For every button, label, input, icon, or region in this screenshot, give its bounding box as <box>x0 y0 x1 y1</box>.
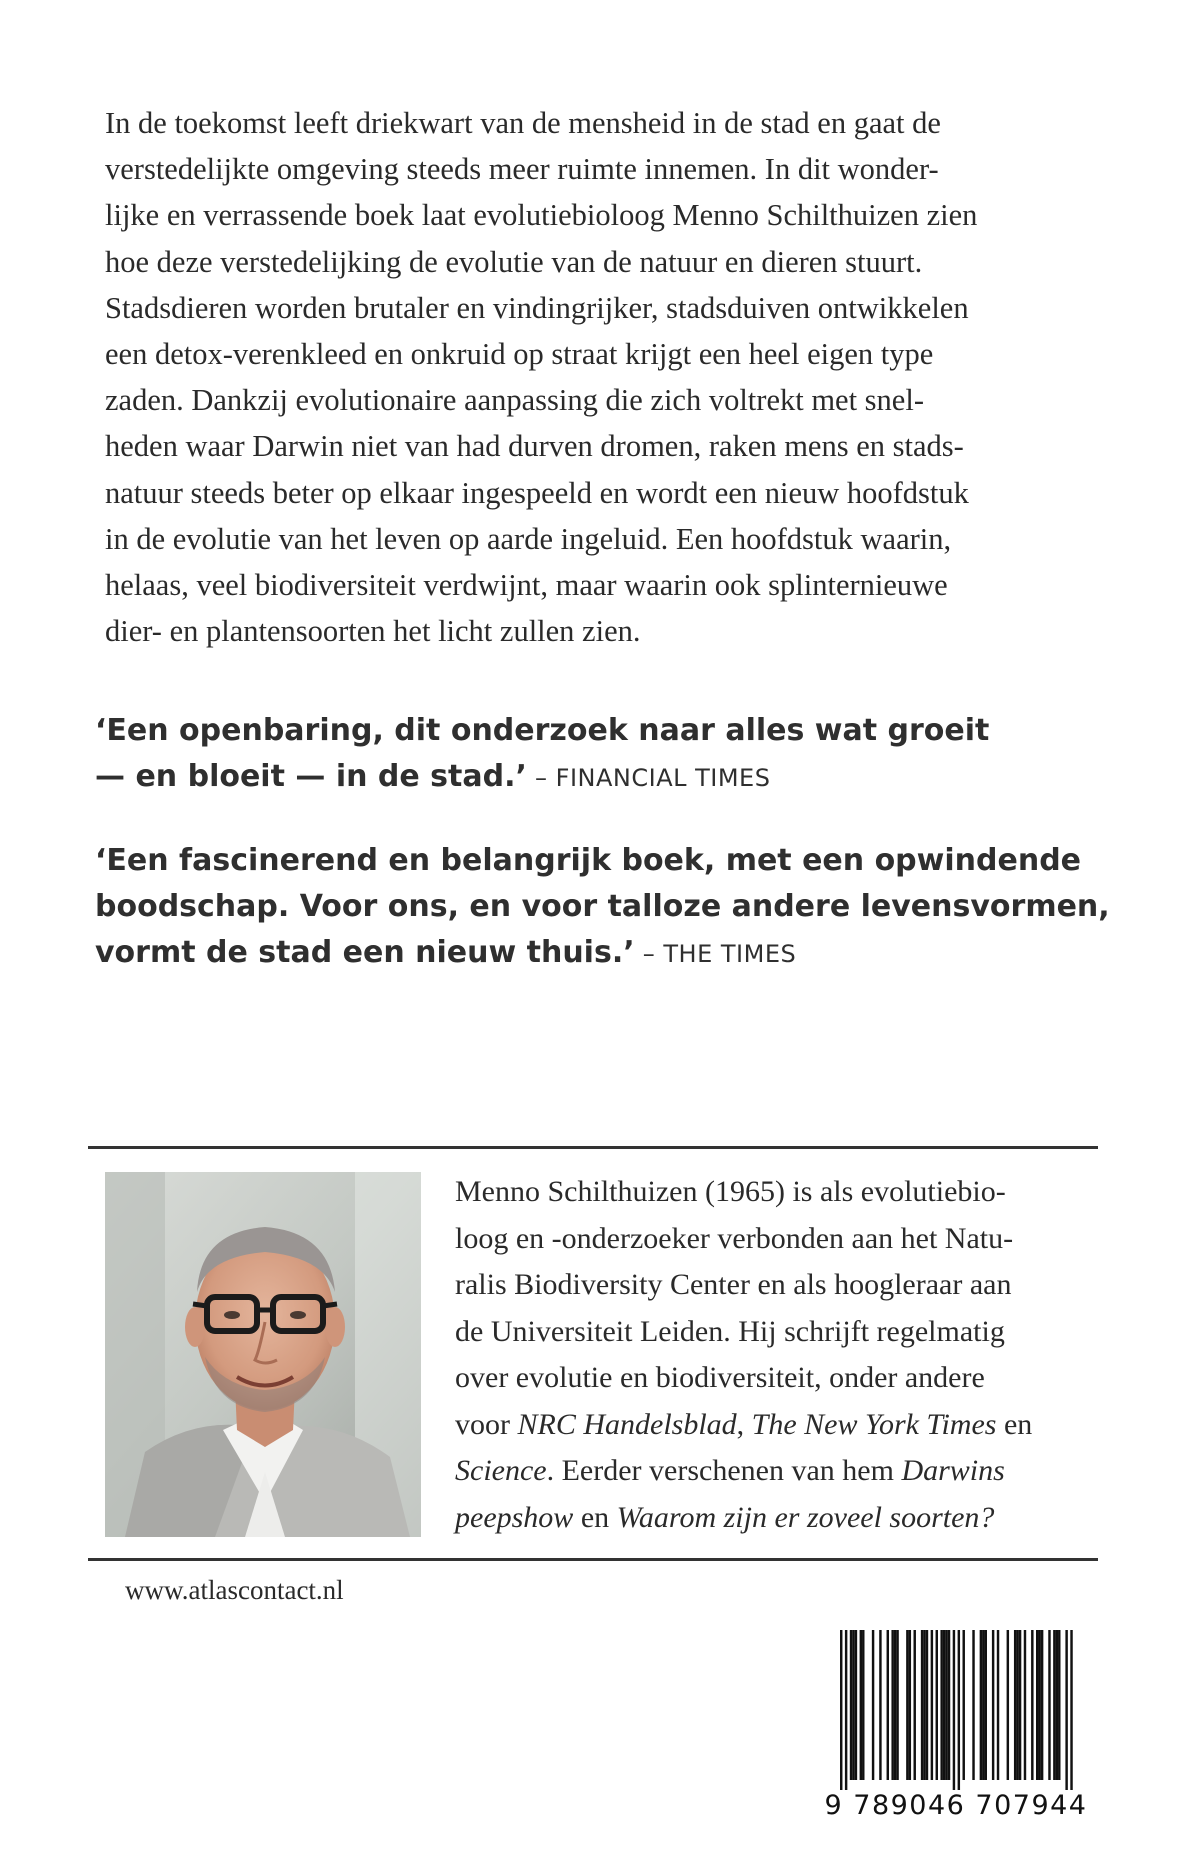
description-line: verstedelijkte omgeving steeds meer ruimte innemen. In dit wonder- <box>105 152 939 187</box>
barcode-bar <box>1016 1630 1018 1780</box>
divider-bottom <box>88 1558 1098 1561</box>
publisher-website[interactable]: www.atlascontact.nl <box>125 1575 344 1605</box>
barcode-bar <box>1007 1630 1009 1780</box>
barcode-bar <box>850 1630 852 1780</box>
isbn-digits: 9 789046 707944 <box>822 1790 1090 1821</box>
barcode-bar <box>1024 1630 1026 1780</box>
barcode-bar <box>997 1630 999 1780</box>
quote-text: vormt de stad een nieuw thuis.’ <box>95 935 635 970</box>
barcode-bar <box>1014 1630 1016 1780</box>
barcode-bar <box>963 1630 965 1780</box>
barcode-bar <box>1065 1630 1067 1790</box>
barcode-bar <box>914 1630 916 1780</box>
bio-text: voor <box>455 1407 518 1441</box>
barcode-bar <box>972 1630 974 1780</box>
barcode-bar <box>1053 1630 1055 1780</box>
barcode-bar <box>982 1630 984 1780</box>
barcode-bars <box>822 1630 1090 1790</box>
bio-text: . Eerder verschenen van hem <box>546 1454 902 1487</box>
book-title: peepshow <box>455 1500 574 1534</box>
barcode-bar <box>845 1630 847 1790</box>
barcode-bar <box>921 1630 923 1780</box>
publication-title: The New York Times <box>751 1407 997 1441</box>
description-line: Stadsdieren worden brutaler en vindingrijker, stadsduiven ontwikkelen <box>105 290 969 325</box>
quote-line <box>95 754 989 801</box>
barcode-bar <box>980 1630 982 1780</box>
book-title: Darwins <box>901 1454 1005 1487</box>
isbn-barcode <box>822 1630 1090 1826</box>
bio-line: ralis Biodiversity Center en als hoogleraar aan <box>455 1268 1012 1301</box>
bio-line <box>455 1495 1115 1542</box>
publication-title: Science <box>455 1454 547 1487</box>
description-line: zaden. Dankzij evolutionaire aanpassing die zich voltrekt met snel- <box>105 383 924 418</box>
bio-line: de Universiteit Leiden. Hij schrijft regelmatig <box>455 1314 1005 1348</box>
barcode-bar <box>860 1630 862 1780</box>
barcode-bar <box>887 1630 889 1780</box>
barcode-bar <box>985 1630 987 1780</box>
barcode-bar <box>948 1630 950 1780</box>
quote-source: – THE TIMES <box>634 940 797 968</box>
description-line: helaas, veel biodiversiteit verdwijnt, maar waarin ook splinternieuwe <box>105 568 948 603</box>
barcode-bar <box>1019 1630 1021 1780</box>
author-photo <box>105 1172 421 1537</box>
barcode-bar <box>879 1630 881 1780</box>
barcode-bar <box>840 1630 842 1790</box>
barcode-bar <box>945 1630 947 1780</box>
barcode-bar <box>852 1630 854 1780</box>
barcode-bar <box>943 1630 945 1780</box>
barcode-bar <box>1070 1630 1072 1790</box>
quote-line: ‘Een openbaring, dit onderzoek naar alles wat groeit <box>95 713 990 748</box>
barcode-bar <box>926 1630 928 1780</box>
quote-line: boodschap. Voor ons, en voor talloze andere levensvormen, <box>95 889 1110 924</box>
description-line: hoe deze verstedelijking de evolutie van de natuur en dieren stuurt. <box>105 244 923 279</box>
quote-line: ‘Een fascinerend en belangrijk boek, met een opwindende <box>95 843 1082 878</box>
barcode-bar <box>923 1630 925 1780</box>
bio-line <box>455 1402 1115 1449</box>
description-line: dier- en plantensoorten het licht zullen zien. <box>105 614 641 649</box>
barcode-bar <box>909 1630 911 1780</box>
barcode-bar <box>906 1630 908 1780</box>
book-title: Waarom zijn er zoveel soorten? <box>616 1500 995 1534</box>
description-line: natuur steeds beter op elkaar ingespeeld en wordt een nieuw hoofdstuk <box>105 475 969 510</box>
quote-line <box>95 930 1110 977</box>
barcode-bar <box>855 1630 857 1780</box>
author-bio <box>455 1169 1115 1541</box>
book-description <box>105 100 1115 654</box>
barcode-bar <box>936 1630 938 1780</box>
description-line: lijke en verrassende boek laat evolutiebioloog Menno Schilthuizen zien <box>105 198 978 233</box>
barcode-bar <box>1038 1630 1040 1780</box>
barcode-bar <box>1031 1630 1033 1780</box>
description-line: in de evolutie van het leven op aarde ingeluid. Een hoofdstuk waarin, <box>105 521 952 556</box>
review-quote-financial-times <box>95 708 989 801</box>
review-quote-the-times <box>95 838 1110 977</box>
quote-text: — en bloeit — in de stad.’ <box>95 759 527 794</box>
barcode-bar <box>931 1630 933 1780</box>
barcode-bar <box>1036 1630 1038 1780</box>
barcode-bar <box>894 1630 896 1780</box>
bio-text: , <box>736 1407 752 1441</box>
barcode-bar <box>1048 1630 1050 1780</box>
barcode-bar <box>862 1630 864 1780</box>
description-line: een detox-verenkleed en onkruid op straat krijgt een heel eigen type <box>105 337 934 372</box>
barcode-bar <box>891 1630 893 1780</box>
barcode-bar <box>1056 1630 1058 1780</box>
description-line: heden waar Darwin niet van had durven dromen, raken mens en stads- <box>105 429 964 464</box>
publication-title: NRC Handelsblad <box>517 1407 737 1441</box>
barcode-bar <box>992 1630 994 1780</box>
bio-text: en <box>996 1407 1033 1441</box>
quote-source: – FINANCIAL TIMES <box>526 764 771 792</box>
barcode-bar <box>953 1630 955 1790</box>
bio-line: Menno Schilthuizen (1965) is als evolutiebio- <box>455 1175 1006 1208</box>
barcode-bar <box>872 1630 874 1780</box>
description-line: In de toekomst leeft driekwart van de mensheid in de stad en gaat de <box>105 106 941 140</box>
barcode-bar <box>896 1630 898 1780</box>
barcode-bar <box>1041 1630 1043 1780</box>
barcode-bar <box>940 1630 942 1780</box>
barcode-bar <box>1058 1630 1060 1780</box>
bio-line: over evolutie en biodiversiteit, onder andere <box>455 1361 985 1394</box>
bio-text: en <box>573 1500 617 1534</box>
bio-line <box>455 1448 1115 1495</box>
divider-top <box>88 1146 1098 1149</box>
barcode-bar <box>958 1630 960 1790</box>
bio-line: loog en -onderzoeker verbonden aan het Natu- <box>455 1221 1014 1255</box>
